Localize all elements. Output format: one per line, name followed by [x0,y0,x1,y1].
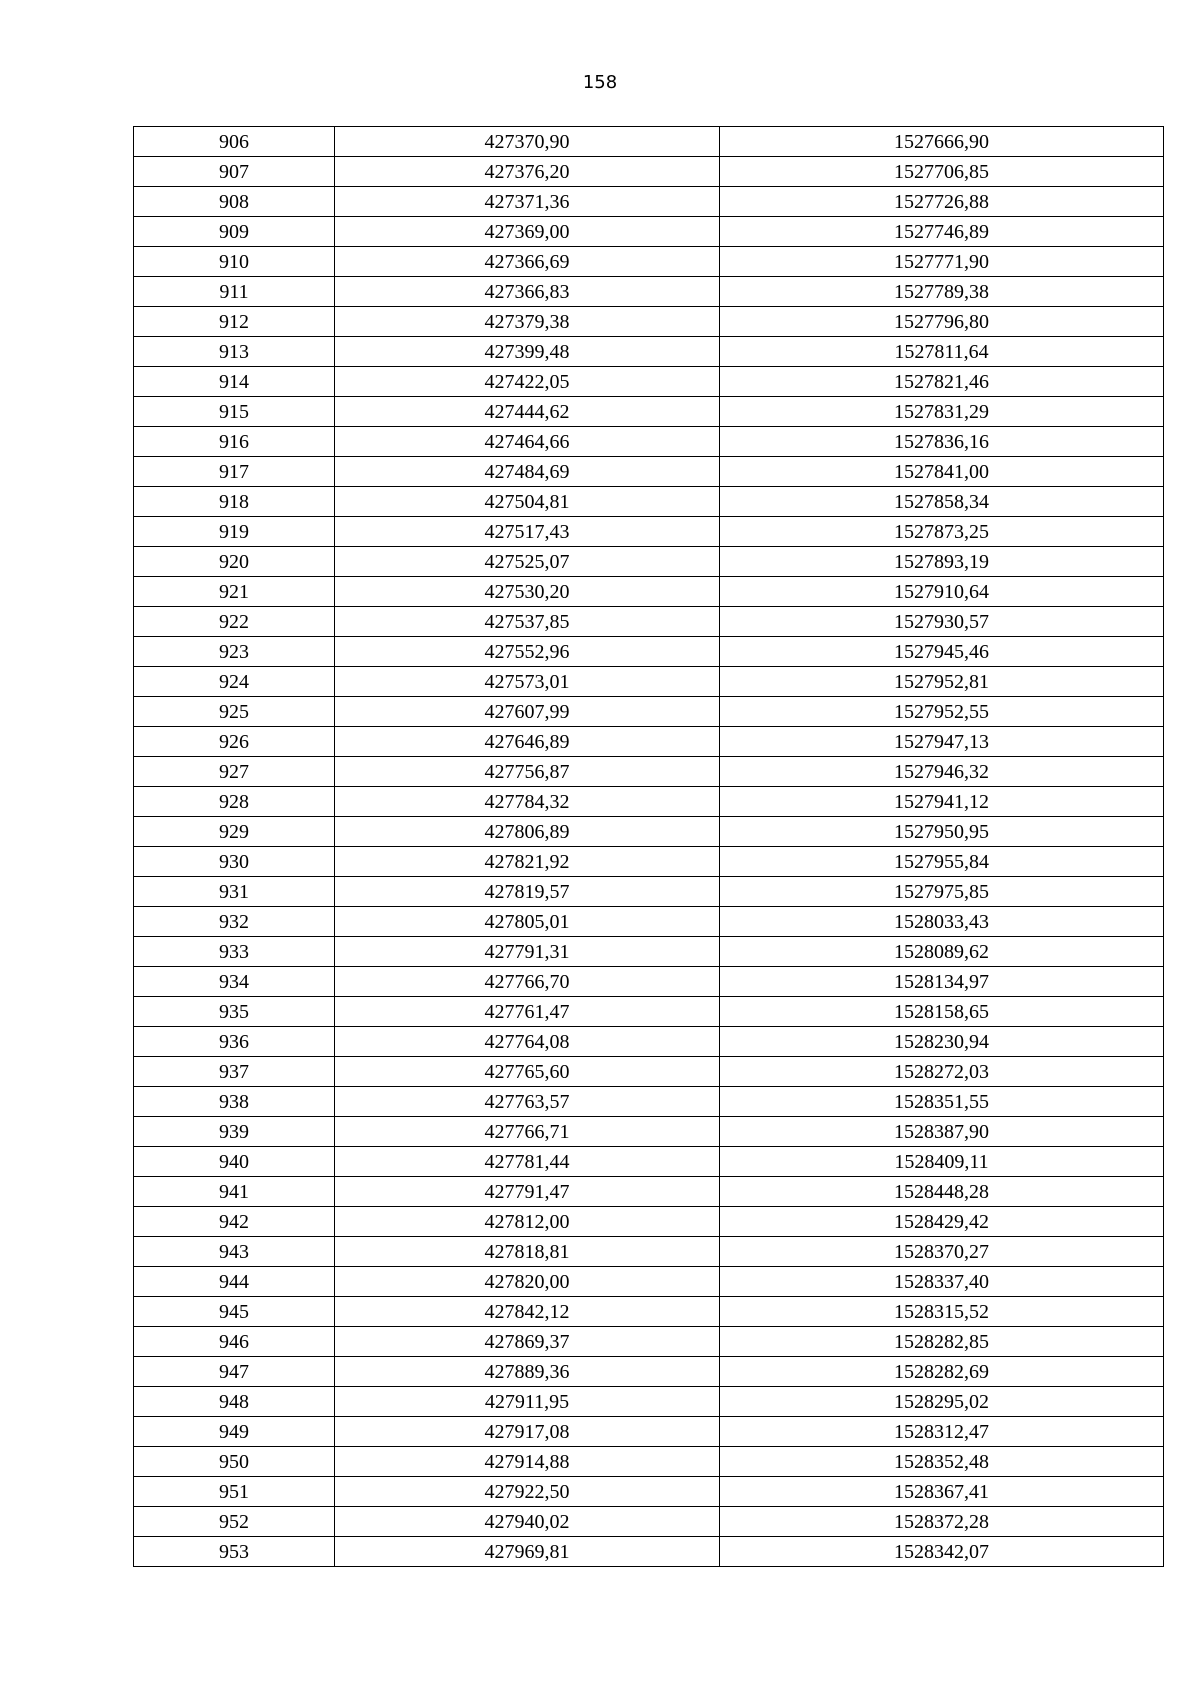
point-number-cell: 937 [134,1057,335,1087]
x-coordinate-cell: 427806,89 [335,817,720,847]
table-row [134,1027,1164,1057]
point-number-cell: 929 [134,817,335,847]
point-number-cell: 923 [134,637,335,667]
table-row [134,367,1164,397]
x-coordinate-cell: 427552,96 [335,637,720,667]
x-coordinate-cell: 427869,37 [335,1327,720,1357]
coordinates-table [133,126,1164,1567]
point-number-cell: 947 [134,1357,335,1387]
x-coordinate-cell: 427940,02 [335,1507,720,1537]
y-coordinate-cell: 1528230,94 [720,1027,1164,1057]
y-coordinate-cell: 1527841,00 [720,457,1164,487]
y-coordinate-cell: 1527946,32 [720,757,1164,787]
point-number-cell: 948 [134,1387,335,1417]
y-coordinate-cell: 1527952,55 [720,697,1164,727]
y-coordinate-cell: 1528370,27 [720,1237,1164,1267]
table-row [134,1057,1164,1087]
table-row [134,187,1164,217]
x-coordinate-cell: 427812,00 [335,1207,720,1237]
x-coordinate-cell: 427791,47 [335,1177,720,1207]
y-coordinate-cell: 1528409,11 [720,1147,1164,1177]
table-row [134,337,1164,367]
point-number-cell: 938 [134,1087,335,1117]
point-number-cell: 945 [134,1297,335,1327]
x-coordinate-cell: 427766,71 [335,1117,720,1147]
point-number-cell: 935 [134,997,335,1027]
point-number-cell: 953 [134,1537,335,1567]
point-number-cell: 907 [134,157,335,187]
x-coordinate-cell: 427763,57 [335,1087,720,1117]
x-coordinate-cell: 427370,90 [335,127,720,157]
y-coordinate-cell: 1527947,13 [720,727,1164,757]
point-number-cell: 919 [134,517,335,547]
x-coordinate-cell: 427484,69 [335,457,720,487]
point-number-cell: 927 [134,757,335,787]
y-coordinate-cell: 1527950,95 [720,817,1164,847]
x-coordinate-cell: 427818,81 [335,1237,720,1267]
y-coordinate-cell: 1527873,25 [720,517,1164,547]
y-coordinate-cell: 1527811,64 [720,337,1164,367]
point-number-cell: 925 [134,697,335,727]
page-number: 158 [582,72,618,93]
x-coordinate-cell: 427922,50 [335,1477,720,1507]
table-row [134,1147,1164,1177]
point-number-cell: 946 [134,1327,335,1357]
y-coordinate-cell: 1527941,12 [720,787,1164,817]
x-coordinate-cell: 427607,99 [335,697,720,727]
x-coordinate-cell: 427366,69 [335,247,720,277]
table-row [134,727,1164,757]
table-row [134,127,1164,157]
point-number-cell: 943 [134,1237,335,1267]
table-row [134,1357,1164,1387]
point-number-cell: 918 [134,487,335,517]
point-number-cell: 951 [134,1477,335,1507]
point-number-cell: 909 [134,217,335,247]
x-coordinate-cell: 427376,20 [335,157,720,187]
table-row [134,577,1164,607]
y-coordinate-cell: 1528351,55 [720,1087,1164,1117]
point-number-cell: 922 [134,607,335,637]
table-row [134,1297,1164,1327]
table-row [134,487,1164,517]
x-coordinate-cell: 427917,08 [335,1417,720,1447]
table-row [134,817,1164,847]
point-number-cell: 939 [134,1117,335,1147]
y-coordinate-cell: 1528448,28 [720,1177,1164,1207]
x-coordinate-cell: 427646,89 [335,727,720,757]
table-row [134,427,1164,457]
x-coordinate-cell: 427914,88 [335,1447,720,1477]
table-row [134,997,1164,1027]
point-number-cell: 930 [134,847,335,877]
table-row [134,1447,1164,1477]
x-coordinate-cell: 427530,20 [335,577,720,607]
y-coordinate-cell: 1528387,90 [720,1117,1164,1147]
y-coordinate-cell: 1527858,34 [720,487,1164,517]
point-number-cell: 910 [134,247,335,277]
x-coordinate-cell: 427969,81 [335,1537,720,1567]
point-number-cell: 950 [134,1447,335,1477]
y-coordinate-cell: 1527831,29 [720,397,1164,427]
point-number-cell: 934 [134,967,335,997]
table-row [134,457,1164,487]
x-coordinate-cell: 427573,01 [335,667,720,697]
y-coordinate-cell: 1527945,46 [720,637,1164,667]
table-row [134,667,1164,697]
table-row [134,157,1164,187]
y-coordinate-cell: 1527746,89 [720,217,1164,247]
x-coordinate-cell: 427444,62 [335,397,720,427]
y-coordinate-cell: 1527910,64 [720,577,1164,607]
table-row [134,1387,1164,1417]
point-number-cell: 940 [134,1147,335,1177]
table-row [134,247,1164,277]
point-number-cell: 942 [134,1207,335,1237]
y-coordinate-cell: 1527893,19 [720,547,1164,577]
y-coordinate-cell: 1528315,52 [720,1297,1164,1327]
y-coordinate-cell: 1528282,85 [720,1327,1164,1357]
point-number-cell: 906 [134,127,335,157]
x-coordinate-cell: 427517,43 [335,517,720,547]
point-number-cell: 933 [134,937,335,967]
x-coordinate-cell: 427765,60 [335,1057,720,1087]
y-coordinate-cell: 1527726,88 [720,187,1164,217]
table-row [134,1087,1164,1117]
y-coordinate-cell: 1527821,46 [720,367,1164,397]
table-row [134,277,1164,307]
y-coordinate-cell: 1528033,43 [720,907,1164,937]
point-number-cell: 941 [134,1177,335,1207]
y-coordinate-cell: 1528337,40 [720,1267,1164,1297]
table-row [134,607,1164,637]
y-coordinate-cell: 1528342,07 [720,1537,1164,1567]
x-coordinate-cell: 427537,85 [335,607,720,637]
x-coordinate-cell: 427756,87 [335,757,720,787]
point-number-cell: 920 [134,547,335,577]
table-row [134,757,1164,787]
table-row [134,217,1164,247]
coordinates-table-body [134,127,1164,1567]
y-coordinate-cell: 1527930,57 [720,607,1164,637]
x-coordinate-cell: 427366,83 [335,277,720,307]
y-coordinate-cell: 1527796,80 [720,307,1164,337]
table-row [134,1417,1164,1447]
table-row [134,787,1164,817]
table-row [134,1207,1164,1237]
x-coordinate-cell: 427791,31 [335,937,720,967]
x-coordinate-cell: 427842,12 [335,1297,720,1327]
point-number-cell: 928 [134,787,335,817]
y-coordinate-cell: 1528134,97 [720,967,1164,997]
y-coordinate-cell: 1527666,90 [720,127,1164,157]
y-coordinate-cell: 1528158,65 [720,997,1164,1027]
x-coordinate-cell: 427369,00 [335,217,720,247]
x-coordinate-cell: 427504,81 [335,487,720,517]
point-number-cell: 936 [134,1027,335,1057]
x-coordinate-cell: 427422,05 [335,367,720,397]
point-number-cell: 914 [134,367,335,397]
point-number-cell: 912 [134,307,335,337]
table-row [134,877,1164,907]
table-row [134,397,1164,427]
table-row [134,907,1164,937]
table-row [134,967,1164,997]
x-coordinate-cell: 427889,36 [335,1357,720,1387]
y-coordinate-cell: 1528372,28 [720,1507,1164,1537]
y-coordinate-cell: 1527952,81 [720,667,1164,697]
y-coordinate-cell: 1528089,62 [720,937,1164,967]
x-coordinate-cell: 427781,44 [335,1147,720,1177]
point-number-cell: 931 [134,877,335,907]
x-coordinate-cell: 427525,07 [335,547,720,577]
point-number-cell: 949 [134,1417,335,1447]
y-coordinate-cell: 1528295,02 [720,1387,1164,1417]
table-row [134,547,1164,577]
table-row [134,937,1164,967]
x-coordinate-cell: 427761,47 [335,997,720,1027]
x-coordinate-cell: 427766,70 [335,967,720,997]
y-coordinate-cell: 1528352,48 [720,1447,1164,1477]
table-row [134,1507,1164,1537]
table-row [134,1267,1164,1297]
table-row [134,1327,1164,1357]
x-coordinate-cell: 427399,48 [335,337,720,367]
y-coordinate-cell: 1528272,03 [720,1057,1164,1087]
table-row [134,1177,1164,1207]
x-coordinate-cell: 427379,38 [335,307,720,337]
y-coordinate-cell: 1528312,47 [720,1417,1164,1447]
table-row [134,1117,1164,1147]
x-coordinate-cell: 427805,01 [335,907,720,937]
x-coordinate-cell: 427820,00 [335,1267,720,1297]
table-row [134,637,1164,667]
point-number-cell: 924 [134,667,335,697]
table-row [134,1237,1164,1267]
point-number-cell: 944 [134,1267,335,1297]
point-number-cell: 911 [134,277,335,307]
y-coordinate-cell: 1527836,16 [720,427,1164,457]
point-number-cell: 917 [134,457,335,487]
x-coordinate-cell: 427371,36 [335,187,720,217]
table-row [134,307,1164,337]
x-coordinate-cell: 427764,08 [335,1027,720,1057]
table-row [134,847,1164,877]
point-number-cell: 916 [134,427,335,457]
y-coordinate-cell: 1527789,38 [720,277,1164,307]
y-coordinate-cell: 1527771,90 [720,247,1164,277]
y-coordinate-cell: 1528282,69 [720,1357,1164,1387]
x-coordinate-cell: 427464,66 [335,427,720,457]
x-coordinate-cell: 427819,57 [335,877,720,907]
x-coordinate-cell: 427784,32 [335,787,720,817]
x-coordinate-cell: 427821,92 [335,847,720,877]
table-row [134,517,1164,547]
point-number-cell: 952 [134,1507,335,1537]
point-number-cell: 921 [134,577,335,607]
y-coordinate-cell: 1528429,42 [720,1207,1164,1237]
point-number-cell: 908 [134,187,335,217]
point-number-cell: 926 [134,727,335,757]
table-row [134,697,1164,727]
table-row [134,1477,1164,1507]
point-number-cell: 913 [134,337,335,367]
y-coordinate-cell: 1528367,41 [720,1477,1164,1507]
table-row [134,1537,1164,1567]
y-coordinate-cell: 1527955,84 [720,847,1164,877]
y-coordinate-cell: 1527975,85 [720,877,1164,907]
y-coordinate-cell: 1527706,85 [720,157,1164,187]
point-number-cell: 915 [134,397,335,427]
point-number-cell: 932 [134,907,335,937]
x-coordinate-cell: 427911,95 [335,1387,720,1417]
